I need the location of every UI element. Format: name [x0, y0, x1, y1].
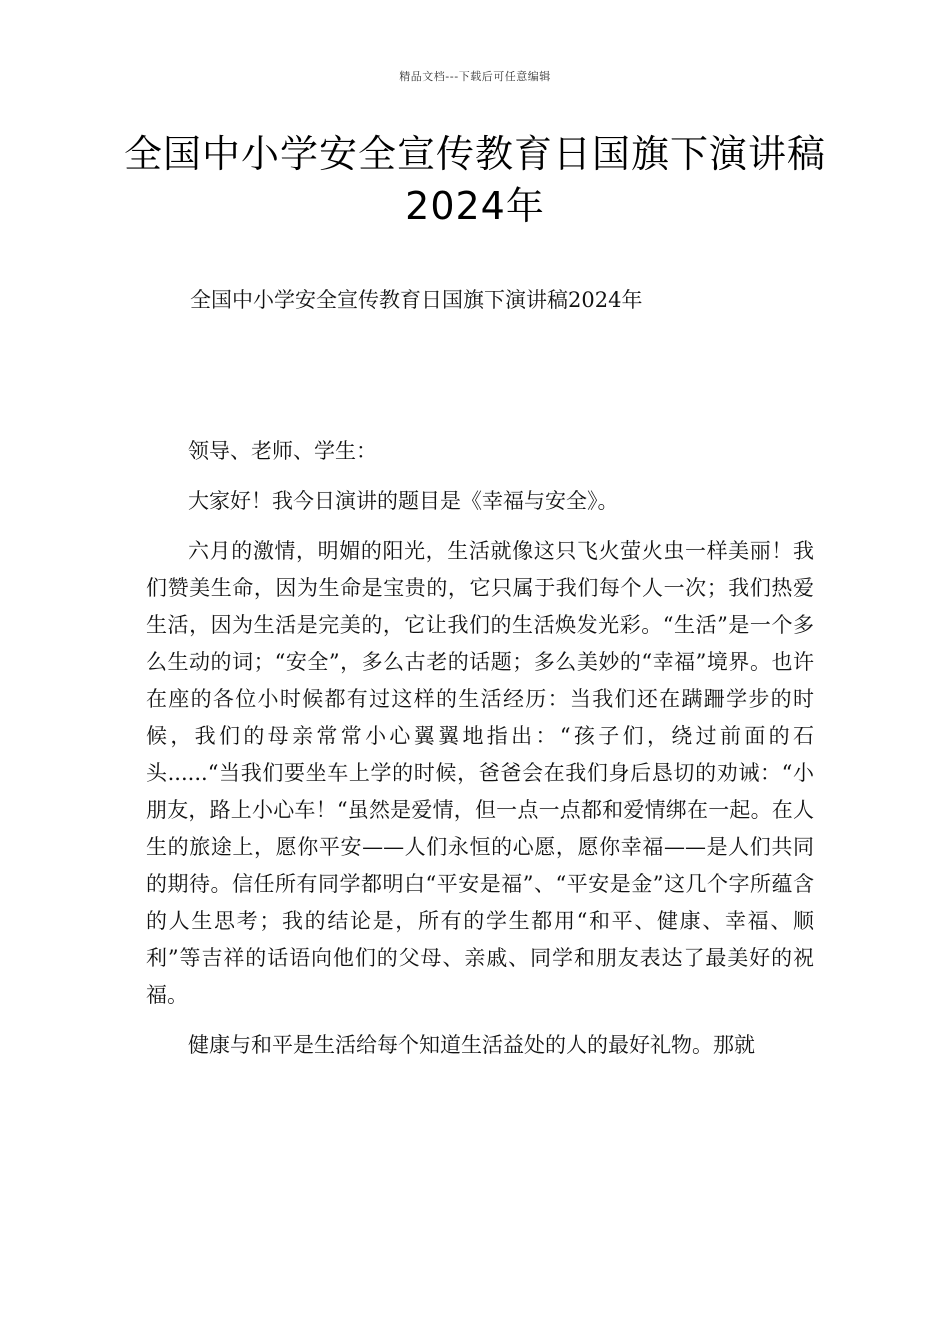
main-paragraph: 六月的激情，明媚的阳光，生活就像这只飞火萤火虫一样美丽！我们赞美生命，因为生命是宝贵的，它只属于我们每个人一次；我们热爱生活，因为生活是完美的，它让我们的生活焕发光彩。“生活”是一个多么生动的词；“安全”，多么古老的话题；多么美妙的“幸福”境界。也许在座的各位小时候都有过这样的生活经历：当我们还在蹒跚学步的时候，我们的母亲常常小心翼翼地指出：“孩子们，绕过前面的石头......“当我们要坐车上学的时候，爸爸会在我们身后恳切的劝诫：“小朋友，路上小心车！“虽然是爱情，但一点一点都和爱情绑在一起。在人生的旅途上，愿你平安——人们永恒的心愿，愿你幸福——是人们共同的期待。信任所有同学都明白“平安是福”、“平安是金”这几个字所蕴含的人生思考；我的结论是，所有的学生都用“和平、健康、幸福、顺利”等吉祥的话语向他们的父母、亲戚、同学和朋友表达了最美好的祝福。 — [146, 539, 814, 1007]
closing-paragraph: 健康与和平是生活给每个知道生活益处的人的最好礼物。那就 — [188, 1033, 755, 1057]
document-body — [146, 433, 814, 1077]
greeting-paragraph: 大家好！我今日演讲的题目是《幸福与安全》。 — [188, 489, 619, 513]
document-subtitle: 全国中小学安全宣传教育日国旗下演讲稿2024年 — [190, 288, 643, 312]
salutation-paragraph: 领导、老师、学生： — [188, 439, 377, 463]
page-header-note: 精品文档---下载后可任意编辑 — [399, 70, 551, 83]
document-title: 全国中小学安全宣传教育日国旗下演讲稿2024年 — [123, 132, 826, 228]
